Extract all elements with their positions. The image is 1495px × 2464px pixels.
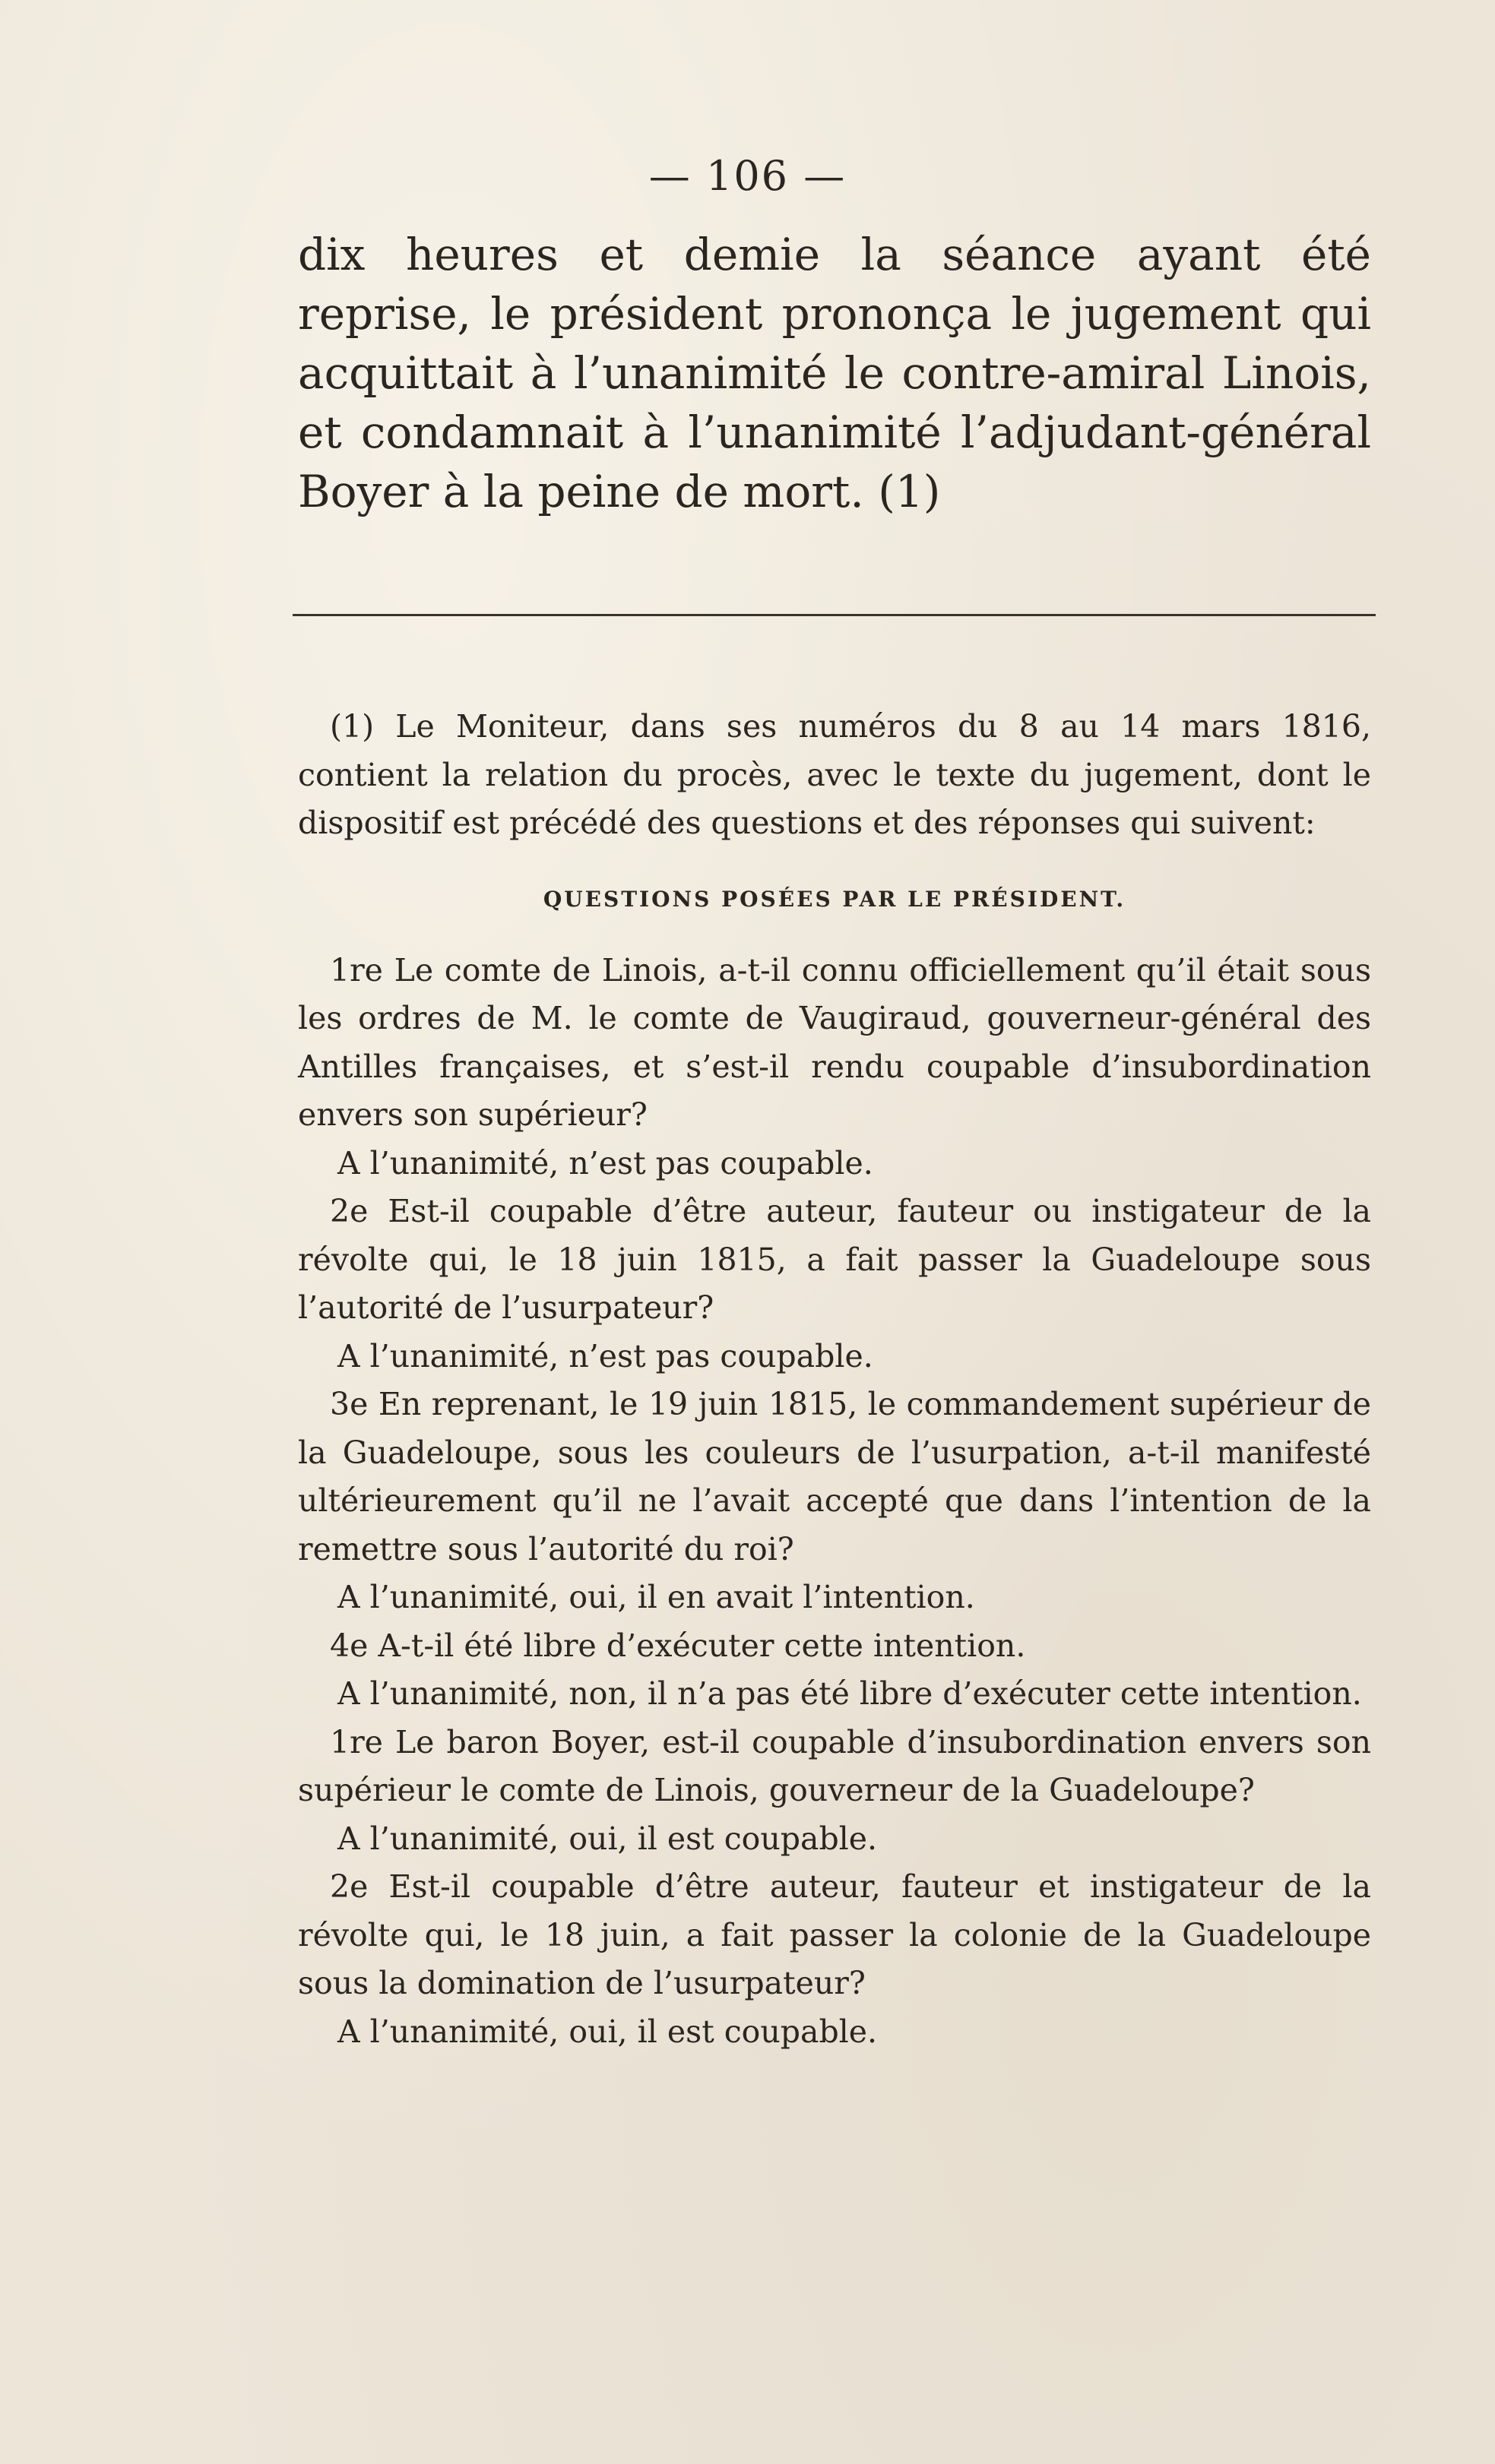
footnote-separator-rule (293, 614, 1376, 616)
answer-2-linois: A l’unanimité, n’est pas coupable. (337, 1337, 873, 1374)
question-2-boyer: 2e Est-il coupable d’être auteur, fauteur et instigateur de la révolte qui, le 18 juin, a fait passer la colonie de la Guadeloupe sous la domination de l’usurpateur? (298, 1868, 1371, 2001)
question-1-boyer: 1re Le baron Boyer, est-il coupable d’insubordination envers son supérieur le comte de Linois, gouverneur de la Guadeloupe? (298, 1723, 1371, 1808)
footnote-block (298, 703, 1371, 2056)
answer-1-boyer: A l’unanimité, oui, il est coupable. (337, 1820, 878, 1857)
question-4-linois: 4e A-t-il été libre d’exécuter cette intention. (330, 1627, 1026, 1664)
answer-4-linois: A l’unanimité, non, il n’a pas été libre d’exécuter cette intention. (337, 1675, 1362, 1712)
answer-2-boyer: A l’unanimité, oui, il est coupable. (337, 2013, 878, 2050)
answer-1-linois: A l’unanimité, n’est pas coupable. (337, 1144, 873, 1181)
main-text-block (298, 225, 1371, 521)
main-paragraph: dix heures et demie la séance ayant été reprise, le président prononça le jugement qui acquittait à l’unanimité le contre-amiral Linois, et condamnait à l’unanimité l’adjudant-général Boyer à la peine de mort. (1) (298, 229, 1371, 517)
questions-heading: QUESTIONS POSÉES PAR LE PRÉSIDENT. (543, 886, 1126, 912)
answer-3-linois: A l’unanimité, oui, il en avait l’intention. (337, 1579, 975, 1615)
page-number: — 106 — (648, 152, 847, 200)
question-1-linois: 1re Le comte de Linois, a-t-il connu officiellement qu’il était sous les ordres de M. le comte de Vaugiraud, gouverneur-général des Antilles françaises, et s’est-il rendu coupable d’insubordination envers son supérieur? (298, 951, 1371, 1133)
footnote-intro: (1) Le Moniteur, dans ses numéros du 8 au 14 mars 1816, contient la relation du procès, avec le texte du jugement, dont le dispositif est précédé des questions et des réponses qui suivent: (298, 708, 1371, 841)
question-3-linois: 3e En reprenant, le 19 juin 1815, le commandement supérieur de la Guadeloupe, sous les couleurs de l’usurpation, a-t-il manifesté ultérieurement qu’il ne l’avait accepté que dans l’intention de la remettre sous l’autorité du roi? (298, 1386, 1371, 1567)
question-2-linois: 2e Est-il coupable d’être auteur, fauteur ou instigateur de la révolte qui, le 18 juin 1815, a fait passer la Guadeloupe sous l’autorité de l’usurpateur? (298, 1193, 1371, 1326)
